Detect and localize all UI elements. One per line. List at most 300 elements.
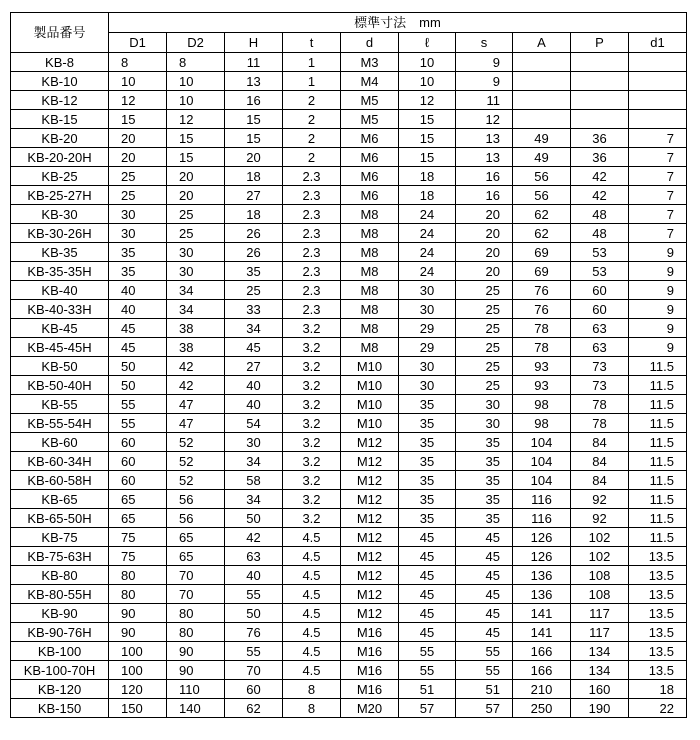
d1-cell: 15	[109, 110, 167, 129]
p-cell: 48	[571, 205, 629, 224]
d2-cell: 56	[167, 490, 225, 509]
p-cell: 42	[571, 167, 629, 186]
table-row	[11, 490, 687, 509]
d1-small-cell	[629, 72, 687, 91]
t-cell: 8	[283, 680, 341, 699]
h-cell: 26	[225, 243, 283, 262]
t-cell: 2.3	[283, 224, 341, 243]
col-d1-header: D1	[109, 33, 167, 53]
d2-cell: 10	[167, 72, 225, 91]
d1-small-cell: 11.5	[629, 471, 687, 490]
h-cell: 33	[225, 300, 283, 319]
p-cell: 190	[571, 699, 629, 718]
p-cell	[571, 110, 629, 129]
table-row	[11, 528, 687, 547]
p-cell: 117	[571, 623, 629, 642]
a-cell	[513, 110, 571, 129]
d-cell: M6	[341, 167, 399, 186]
table-row	[11, 72, 687, 91]
s-cell: 20	[456, 224, 513, 243]
l-cell: 45	[399, 566, 456, 585]
t-cell: 4.5	[283, 604, 341, 623]
d1-small-cell: 11.5	[629, 414, 687, 433]
dimension-table	[10, 12, 687, 718]
h-cell: 18	[225, 167, 283, 186]
product-number-cell: KB-75	[11, 528, 109, 547]
d-cell: M12	[341, 528, 399, 547]
d1-cell: 25	[109, 186, 167, 205]
p-cell: 92	[571, 509, 629, 528]
l-cell: 15	[399, 148, 456, 167]
h-cell: 50	[225, 604, 283, 623]
s-cell: 12	[456, 110, 513, 129]
d-cell: M12	[341, 452, 399, 471]
product-number-cell: KB-45-45H	[11, 338, 109, 357]
s-cell: 25	[456, 338, 513, 357]
d-cell: M20	[341, 699, 399, 718]
s-cell: 25	[456, 357, 513, 376]
product-number-cell: KB-60-34H	[11, 452, 109, 471]
p-cell	[571, 91, 629, 110]
s-cell: 9	[456, 72, 513, 91]
d1-small-cell	[629, 110, 687, 129]
s-cell: 45	[456, 604, 513, 623]
h-cell: 40	[225, 376, 283, 395]
d-cell: M8	[341, 262, 399, 281]
a-cell: 166	[513, 642, 571, 661]
p-cell: 73	[571, 357, 629, 376]
t-cell: 3.2	[283, 319, 341, 338]
t-cell: 4.5	[283, 623, 341, 642]
d1-cell: 80	[109, 566, 167, 585]
l-cell: 12	[399, 91, 456, 110]
s-cell: 9	[456, 53, 513, 72]
d1-small-cell: 11.5	[629, 395, 687, 414]
d2-cell: 140	[167, 699, 225, 718]
t-cell: 3.2	[283, 471, 341, 490]
l-cell: 30	[399, 281, 456, 300]
p-cell: 108	[571, 585, 629, 604]
d2-cell: 80	[167, 604, 225, 623]
a-cell: 69	[513, 243, 571, 262]
d-cell: M8	[341, 300, 399, 319]
a-cell: 78	[513, 338, 571, 357]
d-cell: M12	[341, 433, 399, 452]
s-cell: 20	[456, 262, 513, 281]
product-number-cell: KB-60	[11, 433, 109, 452]
d1-cell: 55	[109, 395, 167, 414]
table-row	[11, 433, 687, 452]
p-cell: 102	[571, 528, 629, 547]
h-cell: 42	[225, 528, 283, 547]
p-cell: 36	[571, 148, 629, 167]
d2-cell: 30	[167, 262, 225, 281]
t-cell: 2	[283, 110, 341, 129]
product-number-cell: KB-55-54H	[11, 414, 109, 433]
l-cell: 35	[399, 433, 456, 452]
t-cell: 8	[283, 699, 341, 718]
a-cell: 116	[513, 509, 571, 528]
product-number-cell: KB-80	[11, 566, 109, 585]
product-number-cell: KB-150	[11, 699, 109, 718]
d2-cell: 52	[167, 471, 225, 490]
d2-cell: 20	[167, 186, 225, 205]
p-cell: 102	[571, 547, 629, 566]
d1-small-cell: 9	[629, 281, 687, 300]
d2-cell: 47	[167, 395, 225, 414]
h-cell: 25	[225, 281, 283, 300]
d1-cell: 65	[109, 509, 167, 528]
t-cell: 4.5	[283, 585, 341, 604]
d1-small-cell: 9	[629, 243, 687, 262]
table-row	[11, 129, 687, 148]
t-cell: 2.3	[283, 281, 341, 300]
d-cell: M8	[341, 338, 399, 357]
col-s-header: s	[456, 33, 513, 53]
product-number-cell: KB-35	[11, 243, 109, 262]
a-cell: 56	[513, 167, 571, 186]
a-cell: 49	[513, 129, 571, 148]
d-cell: M10	[341, 376, 399, 395]
s-cell: 30	[456, 395, 513, 414]
p-cell: 78	[571, 414, 629, 433]
table-header	[11, 13, 687, 53]
table-row	[11, 471, 687, 490]
d1-cell: 150	[109, 699, 167, 718]
t-cell: 2	[283, 148, 341, 167]
s-cell: 30	[456, 414, 513, 433]
a-cell: 136	[513, 566, 571, 585]
a-cell: 98	[513, 414, 571, 433]
t-cell: 1	[283, 53, 341, 72]
l-cell: 15	[399, 110, 456, 129]
d1-cell: 10	[109, 72, 167, 91]
p-cell: 60	[571, 300, 629, 319]
t-cell: 4.5	[283, 547, 341, 566]
d1-cell: 90	[109, 604, 167, 623]
d-cell: M6	[341, 186, 399, 205]
l-cell: 30	[399, 357, 456, 376]
d2-cell: 42	[167, 357, 225, 376]
t-cell: 4.5	[283, 566, 341, 585]
s-cell: 45	[456, 623, 513, 642]
t-cell: 2.3	[283, 262, 341, 281]
t-cell: 2	[283, 129, 341, 148]
product-number-cell: KB-25	[11, 167, 109, 186]
p-cell: 134	[571, 661, 629, 680]
d-cell: M12	[341, 566, 399, 585]
product-number-cell: KB-100-70H	[11, 661, 109, 680]
d-cell: M16	[341, 661, 399, 680]
product-number-cell: KB-10	[11, 72, 109, 91]
table-row	[11, 604, 687, 623]
product-number-cell: KB-12	[11, 91, 109, 110]
s-cell: 25	[456, 319, 513, 338]
d1-small-cell: 9	[629, 319, 687, 338]
d-cell: M5	[341, 91, 399, 110]
s-cell: 35	[456, 490, 513, 509]
p-cell: 36	[571, 129, 629, 148]
l-cell: 18	[399, 186, 456, 205]
p-cell	[571, 53, 629, 72]
l-cell: 24	[399, 205, 456, 224]
d2-cell: 65	[167, 547, 225, 566]
d2-cell: 70	[167, 566, 225, 585]
s-cell: 25	[456, 281, 513, 300]
table-row	[11, 452, 687, 471]
d1-small-cell: 7	[629, 186, 687, 205]
d-cell: M16	[341, 623, 399, 642]
l-cell: 10	[399, 53, 456, 72]
a-cell: 136	[513, 585, 571, 604]
d1-small-cell: 9	[629, 262, 687, 281]
d1-cell: 25	[109, 167, 167, 186]
product-number-cell: KB-100	[11, 642, 109, 661]
product-number-cell: KB-25-27H	[11, 186, 109, 205]
spec-table-container	[10, 12, 687, 718]
s-cell: 45	[456, 528, 513, 547]
d2-cell: 42	[167, 376, 225, 395]
d1-cell: 45	[109, 319, 167, 338]
table-row	[11, 623, 687, 642]
h-cell: 20	[225, 148, 283, 167]
s-cell: 57	[456, 699, 513, 718]
t-cell: 3.2	[283, 376, 341, 395]
a-cell: 78	[513, 319, 571, 338]
standard-dimensions-header: 標準寸法 mm	[109, 13, 687, 33]
l-cell: 35	[399, 490, 456, 509]
a-cell: 62	[513, 224, 571, 243]
p-cell: 63	[571, 338, 629, 357]
l-cell: 29	[399, 338, 456, 357]
h-cell: 35	[225, 262, 283, 281]
d1-cell: 90	[109, 623, 167, 642]
d2-cell: 47	[167, 414, 225, 433]
table-row	[11, 91, 687, 110]
d1-cell: 8	[109, 53, 167, 72]
a-cell: 69	[513, 262, 571, 281]
h-cell: 55	[225, 585, 283, 604]
product-number-cell: KB-90-76H	[11, 623, 109, 642]
t-cell: 2.3	[283, 205, 341, 224]
p-cell: 160	[571, 680, 629, 699]
p-cell	[571, 72, 629, 91]
h-cell: 58	[225, 471, 283, 490]
s-cell: 35	[456, 509, 513, 528]
s-cell: 25	[456, 376, 513, 395]
p-cell: 92	[571, 490, 629, 509]
l-cell: 45	[399, 528, 456, 547]
d2-cell: 110	[167, 680, 225, 699]
h-cell: 26	[225, 224, 283, 243]
h-cell: 45	[225, 338, 283, 357]
t-cell: 3.2	[283, 490, 341, 509]
product-number-cell: KB-15	[11, 110, 109, 129]
d1-small-cell	[629, 91, 687, 110]
table-row	[11, 319, 687, 338]
table-row	[11, 186, 687, 205]
table-row	[11, 243, 687, 262]
s-cell: 25	[456, 300, 513, 319]
d-cell: M5	[341, 110, 399, 129]
d1-cell: 60	[109, 433, 167, 452]
h-cell: 34	[225, 490, 283, 509]
d2-cell: 12	[167, 110, 225, 129]
t-cell: 3.2	[283, 452, 341, 471]
product-number-cell: KB-50	[11, 357, 109, 376]
p-cell: 108	[571, 566, 629, 585]
d2-cell: 10	[167, 91, 225, 110]
h-cell: 15	[225, 129, 283, 148]
d-cell: M12	[341, 490, 399, 509]
d1-cell: 55	[109, 414, 167, 433]
d2-cell: 65	[167, 528, 225, 547]
h-cell: 55	[225, 642, 283, 661]
d1-cell: 80	[109, 585, 167, 604]
d1-small-cell: 11.5	[629, 452, 687, 471]
d2-cell: 56	[167, 509, 225, 528]
a-cell: 141	[513, 623, 571, 642]
table-row	[11, 300, 687, 319]
h-cell: 16	[225, 91, 283, 110]
d1-small-cell	[629, 53, 687, 72]
d2-cell: 38	[167, 319, 225, 338]
p-cell: 48	[571, 224, 629, 243]
h-cell: 40	[225, 395, 283, 414]
d-cell: M8	[341, 281, 399, 300]
d2-cell: 38	[167, 338, 225, 357]
table-row	[11, 566, 687, 585]
d1-small-cell: 13.5	[629, 585, 687, 604]
p-cell: 53	[571, 262, 629, 281]
d2-cell: 80	[167, 623, 225, 642]
a-cell: 49	[513, 148, 571, 167]
p-cell: 73	[571, 376, 629, 395]
a-cell: 126	[513, 528, 571, 547]
a-cell: 141	[513, 604, 571, 623]
col-d2-header: D2	[167, 33, 225, 53]
l-cell: 24	[399, 262, 456, 281]
l-cell: 24	[399, 224, 456, 243]
d-cell: M3	[341, 53, 399, 72]
d2-cell: 25	[167, 224, 225, 243]
d2-cell: 15	[167, 129, 225, 148]
h-cell: 13	[225, 72, 283, 91]
col-l-header: ℓ	[399, 33, 456, 53]
table-body	[11, 53, 687, 718]
d1-cell: 100	[109, 642, 167, 661]
table-row	[11, 395, 687, 414]
d1-cell: 30	[109, 224, 167, 243]
d1-small-cell: 13.5	[629, 661, 687, 680]
t-cell: 3.2	[283, 338, 341, 357]
l-cell: 15	[399, 129, 456, 148]
h-cell: 76	[225, 623, 283, 642]
d1-cell: 40	[109, 300, 167, 319]
s-cell: 55	[456, 661, 513, 680]
table-row	[11, 167, 687, 186]
t-cell: 2.3	[283, 186, 341, 205]
d1-cell: 75	[109, 528, 167, 547]
d2-cell: 20	[167, 167, 225, 186]
l-cell: 35	[399, 395, 456, 414]
a-cell: 116	[513, 490, 571, 509]
l-cell: 30	[399, 300, 456, 319]
p-cell: 63	[571, 319, 629, 338]
a-cell: 210	[513, 680, 571, 699]
p-cell: 84	[571, 471, 629, 490]
t-cell: 3.2	[283, 509, 341, 528]
l-cell: 10	[399, 72, 456, 91]
s-cell: 35	[456, 452, 513, 471]
d2-cell: 90	[167, 661, 225, 680]
p-cell: 42	[571, 186, 629, 205]
l-cell: 35	[399, 452, 456, 471]
a-cell	[513, 53, 571, 72]
d-cell: M12	[341, 509, 399, 528]
s-cell: 20	[456, 243, 513, 262]
t-cell: 3.2	[283, 414, 341, 433]
d-cell: M12	[341, 471, 399, 490]
d-cell: M8	[341, 224, 399, 243]
h-cell: 30	[225, 433, 283, 452]
d1-cell: 100	[109, 661, 167, 680]
d1-cell: 60	[109, 471, 167, 490]
l-cell: 24	[399, 243, 456, 262]
a-cell: 250	[513, 699, 571, 718]
h-cell: 60	[225, 680, 283, 699]
table-row	[11, 338, 687, 357]
table-row	[11, 699, 687, 718]
d1-small-cell: 13.5	[629, 566, 687, 585]
d1-small-cell: 7	[629, 205, 687, 224]
d-cell: M16	[341, 642, 399, 661]
product-number-cell: KB-65	[11, 490, 109, 509]
l-cell: 18	[399, 167, 456, 186]
p-cell: 53	[571, 243, 629, 262]
product-number-cell: KB-55	[11, 395, 109, 414]
product-number-cell: KB-65-50H	[11, 509, 109, 528]
table-row	[11, 281, 687, 300]
d1-small-cell: 13.5	[629, 547, 687, 566]
s-cell: 55	[456, 642, 513, 661]
l-cell: 45	[399, 623, 456, 642]
d-cell: M12	[341, 604, 399, 623]
d2-cell: 15	[167, 148, 225, 167]
d2-cell: 34	[167, 300, 225, 319]
product-number-header: 製品番号	[11, 13, 109, 53]
product-number-cell: KB-45	[11, 319, 109, 338]
d1-cell: 50	[109, 357, 167, 376]
h-cell: 54	[225, 414, 283, 433]
s-cell: 45	[456, 547, 513, 566]
product-number-cell: KB-8	[11, 53, 109, 72]
d-cell: M10	[341, 395, 399, 414]
d1-cell: 75	[109, 547, 167, 566]
product-number-cell: KB-30-26H	[11, 224, 109, 243]
a-cell: 126	[513, 547, 571, 566]
product-number-cell: KB-75-63H	[11, 547, 109, 566]
product-number-cell: KB-80-55H	[11, 585, 109, 604]
table-row	[11, 414, 687, 433]
h-cell: 27	[225, 186, 283, 205]
d2-cell: 70	[167, 585, 225, 604]
d1-cell: 35	[109, 243, 167, 262]
h-cell: 62	[225, 699, 283, 718]
d-cell: M8	[341, 243, 399, 262]
s-cell: 45	[456, 566, 513, 585]
p-cell: 84	[571, 452, 629, 471]
